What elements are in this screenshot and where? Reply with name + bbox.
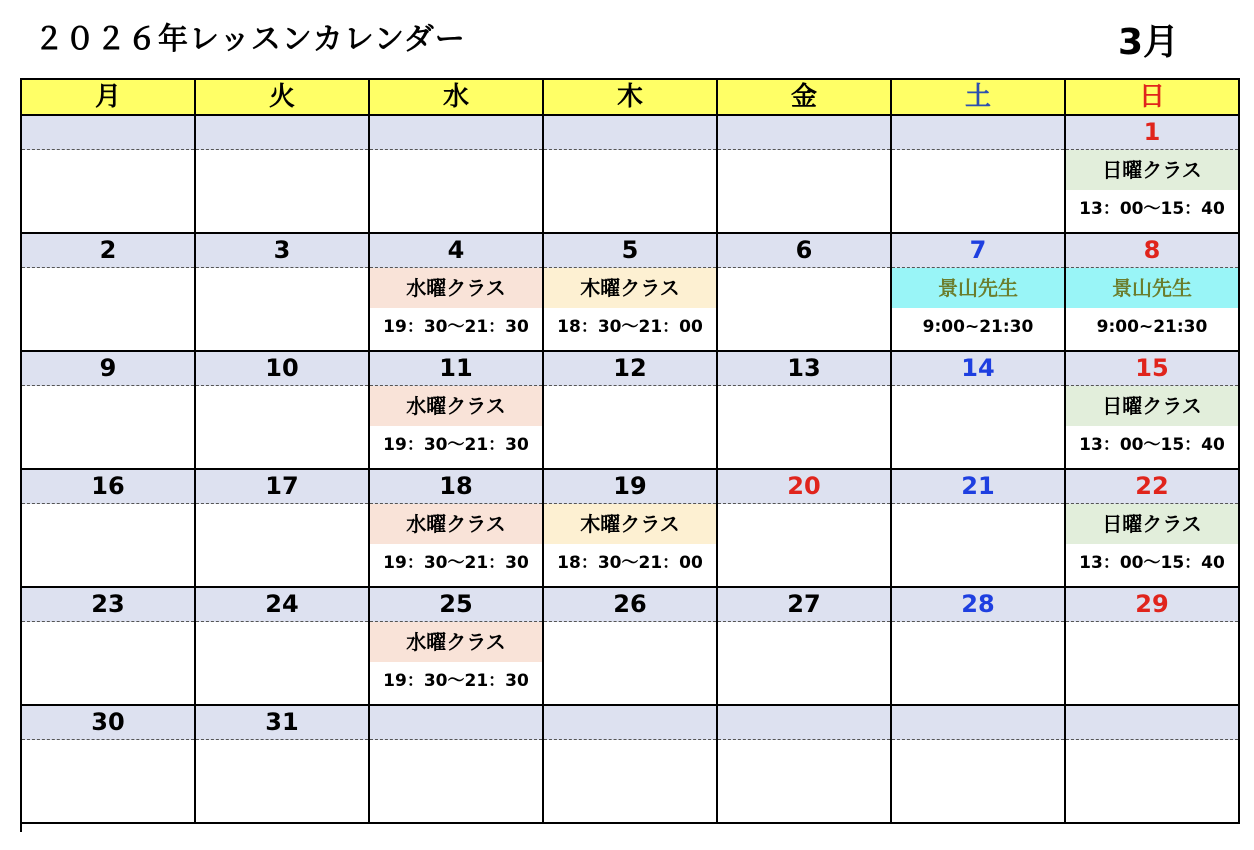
weekday-header: 火 — [196, 80, 370, 116]
lesson-label: 水曜クラス — [370, 622, 542, 662]
day-number: 19 — [544, 470, 716, 504]
day-number: 15 — [1066, 352, 1238, 386]
day-cell — [718, 470, 892, 588]
day-number — [544, 116, 716, 150]
day-number: 29 — [1066, 588, 1238, 622]
lesson-time: 19：30～21：30 — [383, 317, 529, 337]
day-number — [544, 706, 716, 740]
day-cell — [544, 352, 718, 470]
weekday-header: 日 — [1066, 80, 1240, 116]
day-number: 11 — [370, 352, 542, 386]
day-number: 30 — [22, 706, 194, 740]
month-label: 3月 — [1118, 22, 1180, 63]
day-number — [22, 116, 194, 150]
lesson-time: 9:00~21:30 — [922, 317, 1034, 337]
day-cell — [370, 234, 544, 352]
day-number: 12 — [544, 352, 716, 386]
day-number — [370, 706, 542, 740]
day-cell — [544, 234, 718, 352]
day-cell — [892, 588, 1066, 706]
day-number: 23 — [22, 588, 194, 622]
day-number: 9 — [22, 352, 194, 386]
day-cell — [370, 116, 544, 234]
day-cell — [544, 470, 718, 588]
day-cell — [196, 588, 370, 706]
lesson-time: 18：30～21：00 — [557, 317, 703, 337]
day-number: 25 — [370, 588, 542, 622]
lesson-label: 日曜クラス — [1066, 386, 1238, 426]
day-cell — [1066, 470, 1240, 588]
calendar-grid — [20, 78, 1240, 832]
day-number — [718, 116, 890, 150]
day-number — [892, 116, 1064, 150]
day-cell — [1066, 116, 1240, 234]
day-number: 22 — [1066, 470, 1238, 504]
lesson-time: 19：30～21：30 — [383, 553, 529, 573]
day-number — [718, 706, 890, 740]
day-cell — [196, 116, 370, 234]
day-cell — [718, 588, 892, 706]
day-cell — [1066, 234, 1240, 352]
day-cell — [892, 234, 1066, 352]
lesson-time: 13：00～15：40 — [1079, 435, 1225, 455]
lesson-label: 日曜クラス — [1066, 150, 1238, 190]
day-cell — [370, 352, 544, 470]
day-cell — [892, 706, 1066, 824]
day-cell — [718, 116, 892, 234]
lesson-label: 木曜クラス — [544, 268, 716, 308]
lesson-time: 13：00～15：40 — [1079, 553, 1225, 573]
weekday-header: 月 — [22, 80, 196, 116]
weekday-header: 木 — [544, 80, 718, 116]
day-cell — [22, 706, 196, 824]
day-number: 31 — [196, 706, 368, 740]
day-cell — [22, 470, 196, 588]
day-number: 28 — [892, 588, 1064, 622]
day-number — [892, 706, 1064, 740]
day-number: 8 — [1066, 234, 1238, 268]
lesson-time: 18：30～21：00 — [557, 553, 703, 573]
day-number: 6 — [718, 234, 890, 268]
day-cell — [196, 352, 370, 470]
lesson-label: 景山先生 — [1066, 268, 1238, 308]
lesson-label: 日曜クラス — [1066, 504, 1238, 544]
day-cell — [370, 470, 544, 588]
day-cell — [22, 352, 196, 470]
weekday-header: 土 — [892, 80, 1066, 116]
weekday-header: 金 — [718, 80, 892, 116]
lesson-label: 木曜クラス — [544, 504, 716, 544]
day-number: 5 — [544, 234, 716, 268]
day-cell — [718, 706, 892, 824]
day-number: 1 — [1066, 116, 1238, 150]
day-cell — [1066, 352, 1240, 470]
day-number: 24 — [196, 588, 368, 622]
day-cell — [544, 706, 718, 824]
day-cell — [892, 352, 1066, 470]
day-number: 26 — [544, 588, 716, 622]
day-cell — [196, 470, 370, 588]
day-number — [1066, 706, 1238, 740]
lesson-label: 水曜クラス — [370, 386, 542, 426]
lesson-label: 景山先生 — [892, 268, 1064, 308]
lesson-time: 9:00~21:30 — [1096, 317, 1208, 337]
day-cell — [22, 116, 196, 234]
day-cell — [544, 116, 718, 234]
day-number: 3 — [196, 234, 368, 268]
day-cell — [892, 116, 1066, 234]
day-number: 21 — [892, 470, 1064, 504]
lesson-time: 19：30～21：30 — [383, 435, 529, 455]
lesson-label: 水曜クラス — [370, 268, 542, 308]
lesson-label: 水曜クラス — [370, 504, 542, 544]
day-number: 18 — [370, 470, 542, 504]
day-number: 4 — [370, 234, 542, 268]
page-title: ２０２６年レッスンカレンダー — [34, 22, 466, 57]
day-number — [196, 116, 368, 150]
day-cell — [1066, 706, 1240, 824]
day-number: 7 — [892, 234, 1064, 268]
day-cell — [22, 588, 196, 706]
day-number — [370, 116, 542, 150]
day-cell — [370, 706, 544, 824]
day-cell — [196, 234, 370, 352]
lesson-time: 19：30～21：30 — [383, 671, 529, 691]
day-number: 16 — [22, 470, 194, 504]
day-number: 17 — [196, 470, 368, 504]
day-number: 14 — [892, 352, 1064, 386]
day-cell — [718, 234, 892, 352]
lesson-time: 13：00～15：40 — [1079, 199, 1225, 219]
day-cell — [718, 352, 892, 470]
day-cell — [544, 588, 718, 706]
day-number: 2 — [22, 234, 194, 268]
day-cell — [22, 234, 196, 352]
day-cell — [892, 470, 1066, 588]
day-number: 27 — [718, 588, 890, 622]
day-cell — [370, 588, 544, 706]
day-cell — [196, 706, 370, 824]
day-cell — [1066, 588, 1240, 706]
day-number: 13 — [718, 352, 890, 386]
day-number: 20 — [718, 470, 890, 504]
weekday-header: 水 — [370, 80, 544, 116]
day-number: 10 — [196, 352, 368, 386]
